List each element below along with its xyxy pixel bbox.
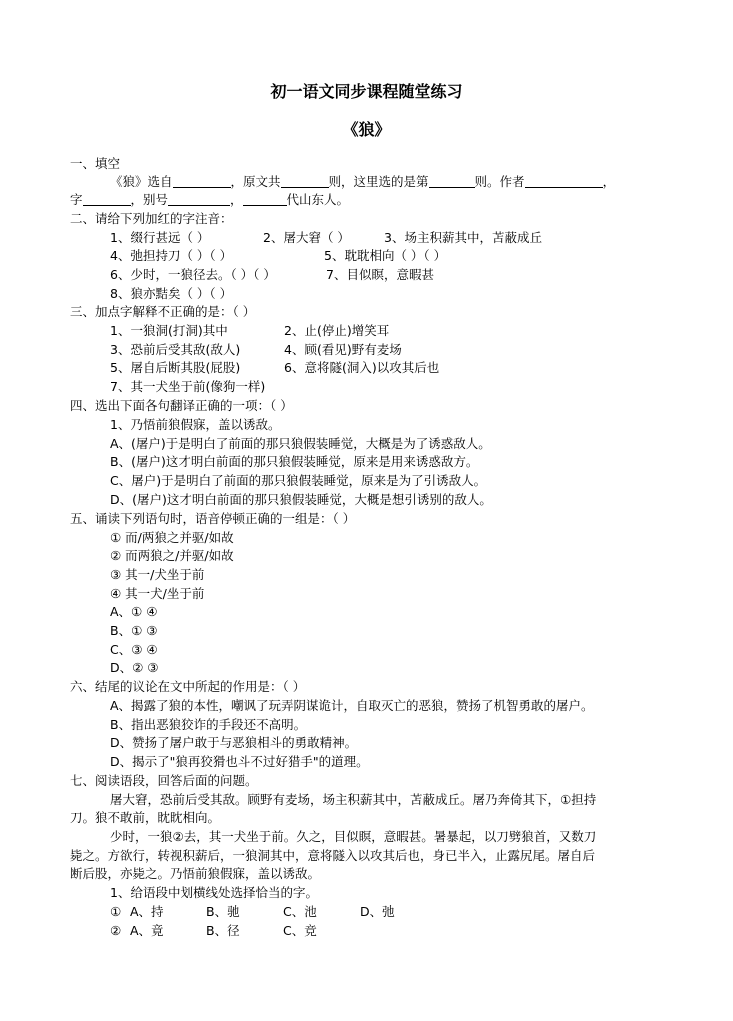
fill-text: 《狼》选自 <box>110 174 173 189</box>
section-2-heading: 二、请给下列加红的字注音： <box>70 211 233 226</box>
s4-question: 1、乃悟前狼假寐，盖以诱敌。 <box>110 417 281 432</box>
fill-text: ， <box>602 174 616 189</box>
s3-item-1: 1、一狼洞(打洞)其中 <box>110 323 228 338</box>
s2-item-5: 5、耽耽相向（ ）（ ） <box>324 248 447 263</box>
s3-item-7: 7、其一犬坐于前(像狗一样) <box>110 379 266 394</box>
s4-option-c: C、屠户)于是明白了前面的那只狼假装睡觉，原来是为了引诱敌人。 <box>110 473 487 488</box>
fill-text: ，原文共 <box>230 174 281 189</box>
s2-item-8: 8、狼亦黠矣（ ）（ ） <box>110 286 233 301</box>
blank-courtesy-name[interactable] <box>83 192 131 206</box>
s6-option-a: A、揭露了狼的本性，嘲讽了玩弄阴谋诡计，自取灭亡的恶狼，赞扬了机智勇敢的屠户。 <box>110 698 594 713</box>
s7-blank-2-number: ② <box>110 923 122 938</box>
s3-item-4: 4、顾(看见)野有麦场 <box>284 342 402 357</box>
s6-option-d2: D、揭示了"狼再狡猾也斗不过好猎手"的道理。 <box>110 754 369 769</box>
page-title: 初一语文同步课程随堂练习 <box>270 82 463 101</box>
s4-option-d: D、(屠户)这才明白前面的那只狼假装睡觉，大概是想引诱别的敌人。 <box>110 492 492 507</box>
fill-text: ，别号 <box>130 192 169 207</box>
fill-text: 则。作者 <box>474 174 525 189</box>
s5-option-a: A、① ④ <box>110 604 158 619</box>
s6-option-d1: D、赞扬了屠户敢于与恶狼相斗的勇敢精神。 <box>110 735 358 750</box>
section-5-heading: 五、诵读下列语句时，语音停顿正确的一组是：（ ） <box>70 511 356 526</box>
blank-source[interactable] <box>173 174 231 188</box>
s7-blank-1-option-d: D、弛 <box>360 904 395 919</box>
fill-text: 则，这里选的是第 <box>328 174 429 189</box>
s3-item-3: 3、恐前后受其敌(敌人) <box>110 342 241 357</box>
section-1-heading: 一、填空 <box>70 156 121 171</box>
s7-passage-2b: 毙之。方欲行，转视积薪后，一狼洞其中，意将隧入以攻其后也，身已半入，止露尻尾。屠自后 <box>70 848 596 863</box>
s5-pause-3: ③ 其一/犬坐于前 <box>110 567 205 582</box>
section-4-heading: 四、选出下面各句翻译正确的一项：（ ） <box>70 398 293 413</box>
s2-item-2: 2、屠大窘（ ） <box>263 230 350 245</box>
blank-alias[interactable] <box>168 192 230 206</box>
fill-text: 字 <box>70 192 83 207</box>
s5-option-b: B、① ③ <box>110 623 158 638</box>
section-7-heading: 七、阅读语段，回答后面的问题。 <box>70 773 258 788</box>
s7-blank-2-option-b: B、径 <box>206 923 240 938</box>
page-subtitle: 《狼》 <box>342 120 391 139</box>
s7-blank-1-number: ① <box>110 904 122 919</box>
blank-dynasty[interactable] <box>243 192 287 206</box>
s6-option-b: B、指出恶狼狡诈的手段还不高明。 <box>110 717 307 732</box>
s7-blank-2-option-a: A、竟 <box>130 923 164 938</box>
s7-blank-1-option-b: B、驰 <box>206 904 240 919</box>
s5-option-d: D、② ③ <box>110 660 159 675</box>
blank-author[interactable] <box>525 174 603 188</box>
s2-item-6: 6、少时，一狼径去。（ ）（ ） <box>110 267 276 282</box>
s3-item-6: 6、意将隧(洞入)以攻其后也 <box>284 360 440 375</box>
section-1-line-2 <box>70 191 349 209</box>
s7-blank-2-option-c: C、竞 <box>283 923 317 938</box>
s4-option-b: B、(屠户)这才明白前面的那只狼假装睡觉，原来是用来诱惑敌方。 <box>110 454 479 469</box>
section-1-line-1 <box>110 173 615 191</box>
fill-text: 代山东人。 <box>286 192 350 207</box>
blank-index[interactable] <box>429 174 475 188</box>
s7-blank-1-option-c: C、池 <box>283 904 317 919</box>
s3-item-2: 2、止(停止)增笑耳 <box>284 323 390 338</box>
s2-item-7: 7、目似瞑，意暇甚 <box>326 267 434 282</box>
fill-text: ， <box>230 192 243 207</box>
s5-pause-4: ④ 其一犬/坐于前 <box>110 586 205 601</box>
s7-blank-1-option-a: A、持 <box>130 904 164 919</box>
s2-item-3: 3、场主积薪其中，苫蔽成丘 <box>384 230 542 245</box>
s4-option-a: A、(屠户)于是明白了前面的那只狼假装睡觉，大概是为了诱惑敌人。 <box>110 436 491 451</box>
s3-item-5: 5、屠自后断其股(屁股) <box>110 360 241 375</box>
s2-item-4: 4、弛担持刀（ ）（ ） <box>110 248 233 263</box>
s7-passage-2a: 少时，一狼②去，其一犬坐于前。久之，目似瞑，意暇甚。暑暴起，以刀劈狼首，又数刀 <box>110 829 597 844</box>
s7-question-1: 1、给语段中划横线处选择恰当的字。 <box>110 885 318 900</box>
s5-pause-2: ② 而两狼之/并驱/如故 <box>110 548 234 563</box>
s2-item-1: 1、缀行甚远（ ） <box>110 230 210 245</box>
blank-total[interactable] <box>281 174 329 188</box>
section-6-heading: 六、结尾的议论在文中所起的作用是：（ ） <box>70 679 306 694</box>
s5-pause-1: ① 而/两狼之并驱/如故 <box>110 530 234 545</box>
s7-passage-2c: 断后股，亦毙之。乃悟前狼假寐，盖以诱敌。 <box>70 866 321 881</box>
s7-passage-1b: 刀。狼不敢前，眈眈相向。 <box>70 810 221 825</box>
s5-option-c: C、③ ④ <box>110 642 158 657</box>
s7-passage-1a: 屠大窘，恐前后受其敌。顾野有麦场，场主积薪其中，苫蔽成丘。屠乃奔倚其下，①担持 <box>110 792 597 807</box>
section-3-heading: 三、加点字解释不正确的是：（ ） <box>70 304 256 319</box>
